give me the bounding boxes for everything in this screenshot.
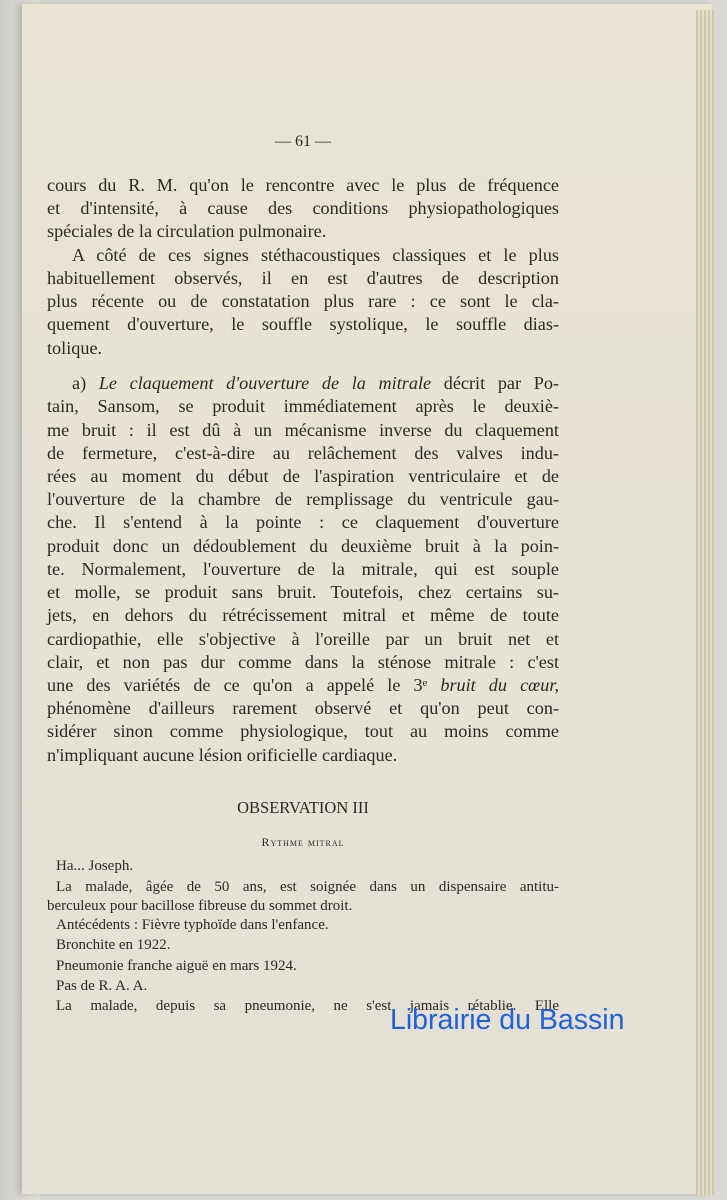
text-line: [72, 244, 559, 266]
italic-text: bruit du cœur,: [440, 675, 559, 695]
text-line: [47, 395, 559, 417]
text-segment: produit donc un dédoublement du deuxième bruit à la poin-: [47, 536, 559, 556]
text-segment: rées au moment du début de l'aspiration ventriculaire et de: [47, 466, 559, 486]
text-segment: A côté de ces signes stéthacoustiques classiques et le plus: [72, 245, 559, 265]
observation-line: Pneumonie franche aiguë en mars 1924.: [56, 958, 297, 974]
text-line: [47, 604, 559, 626]
text-line: [47, 651, 559, 673]
observation-line: Antécédents : Fièvre typhoïde dans l'enfance.: [56, 917, 329, 933]
text-line: [47, 697, 559, 719]
text-line: [47, 290, 559, 312]
text-segment: spéciales de la circulation pulmonaire.: [47, 221, 327, 241]
text-segment: et molle, se produit sans bruit. Toutefois, chez certains su-: [47, 582, 559, 602]
text-segment: une des variétés de ce qu'on a appelé le 3ᵉ: [47, 675, 441, 695]
text-segment: décrit par Po-: [431, 373, 559, 393]
observation-line: Ha... Joseph.: [56, 858, 134, 874]
observation-line: La malade, depuis sa pneumonie, ne s'est jamais rétablie. Elle: [56, 998, 559, 1014]
text-segment: tolique.: [47, 338, 103, 358]
text-segment: n'impliquant aucune lésion orificielle cardiaque.: [47, 745, 398, 765]
text-segment: me bruit : il est dû à un mécanisme inverse du claquement: [47, 420, 559, 440]
text-segment: sidérer sinon comme physiologique, tout au moins comme: [47, 721, 559, 741]
text-line: [72, 372, 559, 394]
text-line: [47, 442, 559, 464]
text-line: [47, 465, 559, 487]
text-line: [47, 488, 559, 510]
text-segment: quement d'ouverture, le souffle systolique, le souffle dias-: [47, 314, 559, 334]
observation-line: La malade, âgée de 50 ans, est soignée dans un dispensaire antitu-: [56, 879, 559, 895]
text-line: [47, 720, 559, 742]
text-segment: de fermeture, c'est-à-dire au relâchement des valves indu-: [47, 443, 559, 463]
page-stack-edge: [696, 10, 714, 1195]
text-segment: cardiopathie, elle s'objective à l'oreille par un bruit net et: [47, 629, 559, 649]
text-segment: cours du R. M. qu'on le rencontre avec le plus de fréquence: [47, 175, 559, 195]
observation-line: berculeux pour bacillose fibreuse du sommet droit.: [47, 898, 353, 914]
text-segment: habituellement observés, il en est d'autres de description: [47, 268, 559, 288]
text-segment: a): [72, 373, 99, 393]
text-segment: tain, Sansom, se produit immédiatement après le deuxiè-: [47, 396, 559, 416]
text-line: [47, 581, 559, 603]
observation-line: Pas de R. A. A.: [56, 978, 148, 994]
text-segment: che. Il s'entend à la pointe : ce claquement d'ouverture: [47, 512, 559, 532]
text-segment: jets, en dehors du rétrécissement mitral et même de toute: [47, 605, 559, 625]
text-line: [47, 197, 559, 219]
text-line: [47, 535, 559, 557]
text-line: [47, 744, 559, 766]
text-segment: et d'intensité, à cause des conditions physiopathologiques: [47, 198, 559, 218]
text-line: [47, 511, 559, 533]
observation-title: OBSERVATION III: [237, 798, 369, 817]
text-line: [47, 419, 559, 441]
page-number: — 61 —: [275, 133, 331, 150]
text-line: [47, 558, 559, 580]
observation-line: Bronchite en 1922.: [56, 937, 171, 953]
text-segment: clair, et non pas dur comme dans la sténose mitrale : c'est: [47, 652, 559, 672]
text-segment: phénomène d'ailleurs rarement observé et qu'on peut con-: [47, 698, 559, 718]
text-line: [47, 313, 559, 335]
text-line: [47, 174, 559, 196]
text-line: [47, 267, 559, 289]
text-line: [47, 674, 559, 696]
italic-text: Le claquement d'ouverture de la mitrale: [98, 373, 432, 393]
text-line: [47, 220, 559, 242]
text-segment: l'ouverture de la chambre de remplissage du ventricule gau-: [47, 489, 559, 509]
text-line: [47, 337, 559, 359]
text-segment: plus récente ou de constatation plus rare : ce sont le cla-: [47, 291, 559, 311]
observation-subtitle: Rythme mitral: [261, 835, 345, 849]
watermark: Librairie du Bassin: [390, 1004, 625, 1036]
text-line: [47, 628, 559, 650]
text-segment: te. Normalement, l'ouverture de la mitrale, qui est souple: [47, 559, 559, 579]
